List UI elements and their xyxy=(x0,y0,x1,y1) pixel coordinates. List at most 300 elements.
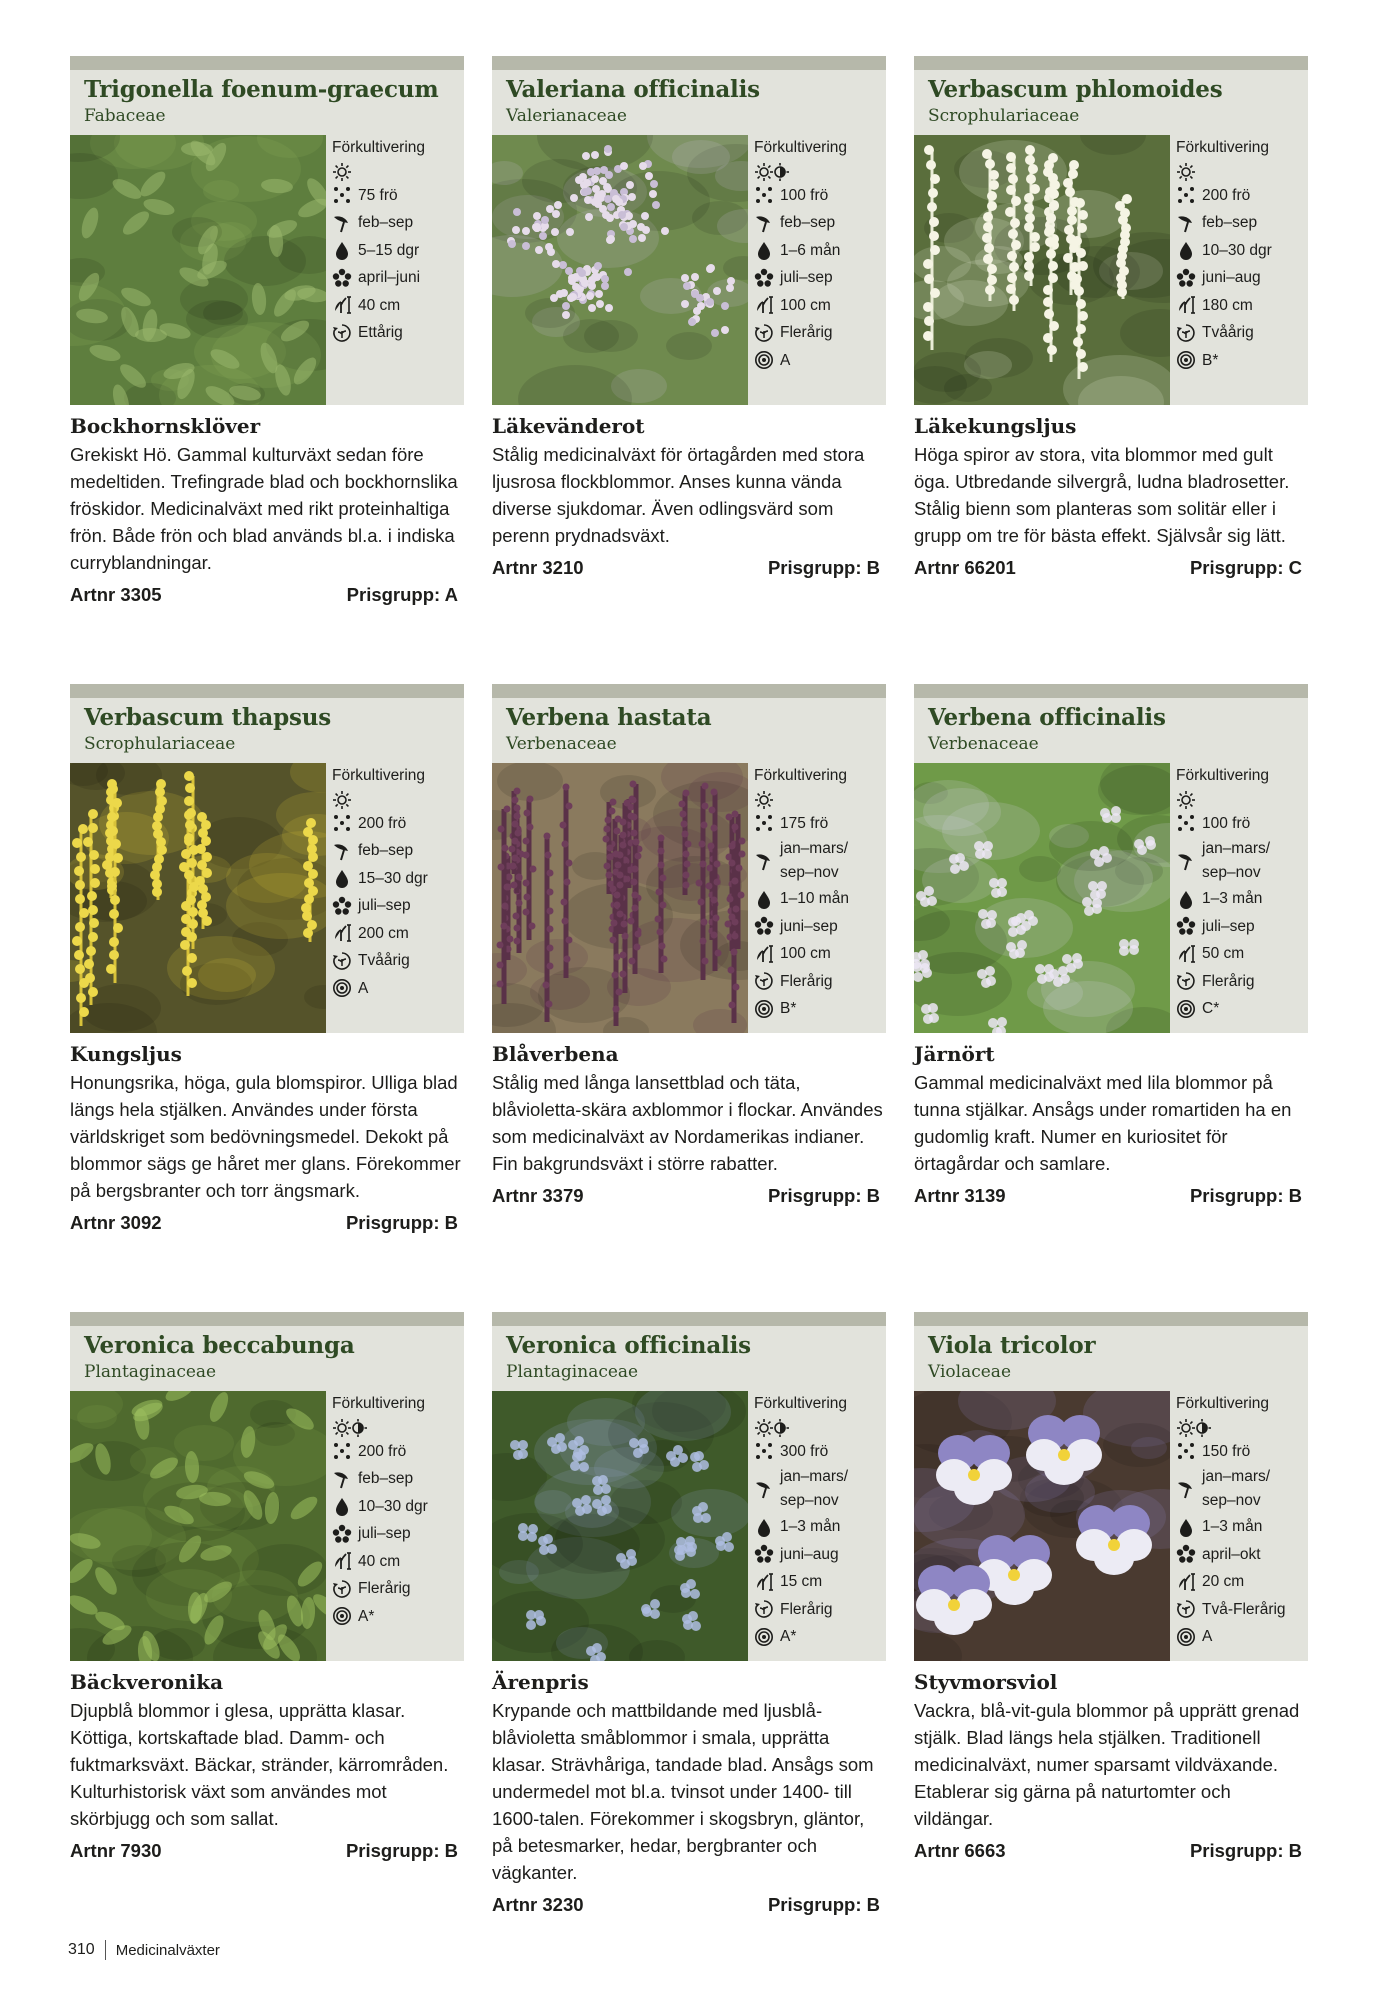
spec-row xyxy=(1176,319,1306,347)
sowing-icon xyxy=(754,213,774,233)
price-group: Prisgrupp: B xyxy=(1189,1185,1302,1206)
article-number: Artnr 3379 xyxy=(492,1185,584,1206)
spec-row xyxy=(1176,1465,1306,1513)
sun-halfshade-icon xyxy=(1176,1418,1218,1438)
height-icon xyxy=(1176,1572,1196,1592)
plant-photo xyxy=(70,763,326,1033)
zone-icon xyxy=(1176,1627,1196,1647)
family-name: Verbenaceae xyxy=(506,734,617,754)
spec-text: 5–15 dgr xyxy=(358,241,420,259)
spec-row xyxy=(332,1548,462,1576)
lifecycle-icon xyxy=(332,951,352,971)
germination-icon xyxy=(1176,889,1196,909)
spec-text: feb–sep xyxy=(1202,214,1258,231)
precultivation-label xyxy=(1176,762,1306,790)
spec-row xyxy=(754,1438,884,1466)
growing-specs xyxy=(332,134,462,347)
spec-text: 1–3 mån xyxy=(1202,890,1263,907)
spec-text: Flerårig xyxy=(780,972,833,990)
height-icon xyxy=(754,1572,774,1592)
precultivation-label xyxy=(754,134,884,162)
zone-icon xyxy=(754,999,774,1019)
family-name: Plantaginaceae xyxy=(84,1362,217,1382)
precultivation-label xyxy=(332,762,462,790)
spec-text: Förkultivering xyxy=(1176,767,1270,784)
spec-row xyxy=(332,1603,462,1631)
growing-specs xyxy=(1176,762,1306,1023)
spec-text: Förkultivering xyxy=(332,1395,426,1412)
plant-description: Honungsrika, höga, gula blomspiror. Ulliga blad längs hela stjälken. Användes under första världskriget som bedövningsmedel. Dekokt på blommor sägs ge håret mer glans. Förekommer på bergsbranter och torr ängsmark. xyxy=(70,1072,461,1201)
spec-text: 15–30 dgr xyxy=(358,869,428,887)
growing-specs xyxy=(1176,1390,1306,1651)
lifecycle-icon xyxy=(1176,323,1196,343)
spec-text: 1–3 mån xyxy=(780,1518,841,1535)
spec-row xyxy=(1176,1541,1306,1569)
spec-text: feb–sep xyxy=(358,1470,414,1487)
spec-row xyxy=(332,837,462,865)
spec-text: jan–mars/ sep–nov xyxy=(780,840,849,881)
article-number: Artnr 6663 xyxy=(914,1840,1006,1861)
spec-row xyxy=(332,209,462,237)
height-icon xyxy=(332,295,352,315)
spec-text: B* xyxy=(780,1000,797,1017)
plant-header-panel xyxy=(914,1312,1308,1661)
spec-row xyxy=(1176,968,1306,996)
spec-text: jan–mars/ sep–nov xyxy=(1202,840,1271,881)
spec-text: Förkultivering xyxy=(1176,139,1270,156)
plant-description: Höga spiror av stora, vita blommor med gult öga. Utbredande silvergrå, ludna bladrosetter. Stålig bienn som planteras som solitär eller i grupp om tre för bästa effekt. Självsår sig lätt. xyxy=(914,444,1290,546)
spec-text: 40 cm xyxy=(358,1552,401,1570)
growing-specs xyxy=(332,762,462,1002)
spec-row xyxy=(754,1541,884,1569)
common-name: Ärenpris xyxy=(492,1670,589,1694)
spec-row xyxy=(1176,837,1306,885)
spec-text: april–okt xyxy=(1202,1545,1261,1563)
spec-row xyxy=(1176,162,1306,182)
price-group: Prisgrupp: B xyxy=(767,557,880,578)
sun-halfshade-icon xyxy=(754,162,796,182)
spec-row xyxy=(332,264,462,292)
spec-text: 10–30 dgr xyxy=(1202,241,1272,259)
spec-row xyxy=(1176,1513,1306,1541)
plant-card xyxy=(492,684,886,1244)
spec-row xyxy=(754,968,884,996)
plant-card xyxy=(70,1312,464,1872)
family-name: Scrophulariaceae xyxy=(928,106,1080,126)
spec-text: Tvåårig xyxy=(358,952,410,969)
spec-row xyxy=(1176,995,1306,1023)
spec-row xyxy=(332,319,462,347)
plant-photo xyxy=(492,763,748,1033)
spec-text: 100 frö xyxy=(1202,814,1251,832)
light-requirement xyxy=(754,1418,884,1438)
spec-text: Förkultivering xyxy=(332,139,426,156)
price-group: Prisgrupp: B xyxy=(345,1840,458,1861)
spec-row xyxy=(332,810,462,838)
spec-row xyxy=(1176,810,1306,838)
latin-name: Veronica officinalis xyxy=(506,1332,751,1359)
article-number: Artnr 3139 xyxy=(914,1185,1006,1206)
germination-icon xyxy=(332,1496,352,1516)
spec-row xyxy=(754,1623,884,1651)
article-number: Artnr 3305 xyxy=(70,584,162,605)
common-name: Läkevänderot xyxy=(492,414,645,438)
spec-text: Flerårig xyxy=(1202,972,1255,990)
sowing-icon xyxy=(1176,213,1196,233)
sowing-icon xyxy=(1176,1479,1196,1499)
lifecycle-icon xyxy=(1176,1599,1196,1619)
spec-text: 100 cm xyxy=(780,296,831,314)
spec-row xyxy=(1176,790,1306,810)
spec-row xyxy=(1176,264,1306,292)
plant-photo xyxy=(492,1391,748,1661)
flower-icon xyxy=(1176,916,1196,936)
family-name: Plantaginaceae xyxy=(506,1362,639,1382)
growing-specs xyxy=(754,762,884,1023)
common-name: Styvmorsviol xyxy=(914,1670,1058,1694)
plant-photo xyxy=(914,135,1170,405)
flower-icon xyxy=(332,1524,352,1544)
spec-row xyxy=(332,1438,462,1466)
latin-name: Veronica beccabunga xyxy=(84,1332,355,1359)
seed-icon xyxy=(1176,813,1196,833)
spec-row xyxy=(754,347,884,375)
article-number: Artnr 3230 xyxy=(492,1894,584,1915)
spec-text: 10–30 dgr xyxy=(358,1497,428,1515)
sowing-icon xyxy=(1176,851,1196,871)
height-icon xyxy=(754,295,774,315)
plant-description: Vackra, blå-vit-gula blommor på upprätt grenad stjälk. Blad längs hela stjälken. Traditionell medicinalväxt, numer sparsamt vildväxande. Etablerar sig gärna på naturtomter och vildängar. xyxy=(914,1700,1300,1829)
seed-icon xyxy=(1176,185,1196,205)
germination-icon xyxy=(754,240,774,260)
sun-icon xyxy=(1176,790,1196,810)
plant-description: Djupblå blommor i glesa, upprätta klasar. Köttiga, kortskaftade blad. Damm- och fuktmarksväxt. Bäckar, stränder, kärrområden. Kulturhistorisk växt som användes mot skörbjugg och som sallat. xyxy=(70,1700,449,1829)
spec-text: 200 cm xyxy=(358,924,409,942)
spec-text: Flerårig xyxy=(780,324,833,341)
plant-card xyxy=(492,1312,886,1915)
order-info xyxy=(492,557,886,579)
spec-row xyxy=(1176,913,1306,941)
price-group: Prisgrupp: C xyxy=(1189,557,1302,578)
spec-text: juni–aug xyxy=(780,1545,839,1563)
flower-icon xyxy=(754,268,774,288)
lifecycle-icon xyxy=(754,323,774,343)
spec-text: april–juni xyxy=(358,269,421,286)
spec-row xyxy=(754,995,884,1023)
zone-icon xyxy=(754,350,774,370)
precultivation-label xyxy=(754,762,884,790)
section-title: Medicinalväxter xyxy=(115,1941,220,1959)
seed-icon xyxy=(754,813,774,833)
spec-row xyxy=(332,920,462,948)
spec-row xyxy=(754,182,884,210)
plant-description: Krypande och mattbildande med ljusblå-blåvioletta småblommor i smala, upprätta klasar. Strävhåriga, tandade blad. Ansågs som undermedel mot bl.a. tvinsot under 1400- till 1600-talen. Förekommer i skogsbryn, gläntor, på betesmarker, hedar, bergbranter och vägkanter. xyxy=(492,1700,874,1883)
spec-row xyxy=(1176,1568,1306,1596)
family-name: Violaceae xyxy=(928,1362,1011,1382)
growing-specs xyxy=(332,1390,462,1630)
spec-row xyxy=(754,292,884,320)
article-number: Artnr 7930 xyxy=(70,1840,162,1861)
zone-icon xyxy=(332,978,352,998)
spec-text: Förkultivering xyxy=(754,767,848,784)
article-number: Artnr 3092 xyxy=(70,1212,162,1233)
spec-row xyxy=(754,264,884,292)
spec-text: Flerårig xyxy=(358,1580,411,1597)
latin-name: Valeriana officinalis xyxy=(506,76,760,103)
plant-header-panel xyxy=(492,56,886,405)
plant-card xyxy=(70,56,464,616)
precultivation-label xyxy=(332,1390,462,1418)
order-info xyxy=(492,1894,886,1916)
sowing-icon xyxy=(332,1469,352,1489)
germination-icon xyxy=(332,868,352,888)
spec-text: feb–sep xyxy=(358,214,414,231)
zone-icon xyxy=(1176,350,1196,370)
spec-text: A* xyxy=(358,1607,375,1625)
plant-card xyxy=(914,56,1308,616)
sun-halfshade-icon xyxy=(332,1418,374,1438)
spec-text: 1–6 mån xyxy=(780,241,841,259)
common-name: Järnört xyxy=(914,1042,995,1066)
light-requirement xyxy=(754,162,884,182)
spec-row xyxy=(332,892,462,920)
plant-photo xyxy=(492,135,748,405)
flower-icon xyxy=(1176,1544,1196,1564)
spec-text: 1–3 mån xyxy=(1202,1518,1263,1535)
height-icon xyxy=(754,944,774,964)
flower-icon xyxy=(332,268,352,288)
spec-text: jan–mars/ sep–nov xyxy=(1202,1468,1271,1509)
spec-text: Flerårig xyxy=(780,1600,833,1618)
growing-specs xyxy=(754,1390,884,1651)
panel-top-band xyxy=(70,684,464,698)
spec-row xyxy=(754,837,884,885)
spec-text: 200 frö xyxy=(358,1442,407,1460)
height-icon xyxy=(1176,295,1196,315)
spec-text: C* xyxy=(1202,1000,1220,1017)
sowing-icon xyxy=(754,851,774,871)
spec-row xyxy=(332,292,462,320)
plant-photo xyxy=(70,135,326,405)
panel-top-band xyxy=(492,1312,886,1326)
spec-row xyxy=(332,975,462,1003)
spec-row xyxy=(1176,1596,1306,1624)
seed-icon xyxy=(332,1441,352,1461)
spec-row xyxy=(332,162,462,182)
spec-row xyxy=(1176,347,1306,375)
spec-text: juni–sep xyxy=(780,917,838,935)
plant-header-panel xyxy=(70,56,464,405)
germination-icon xyxy=(332,240,352,260)
common-name: Bockhornsklöver xyxy=(70,414,261,438)
spec-row xyxy=(754,1465,884,1513)
spec-row xyxy=(754,940,884,968)
panel-top-band xyxy=(914,1312,1308,1326)
precultivation-label xyxy=(1176,134,1306,162)
spec-row xyxy=(1176,237,1306,265)
light-requirement xyxy=(1176,1418,1306,1438)
spec-row xyxy=(332,1465,462,1493)
common-name: Bäckveronika xyxy=(70,1670,224,1694)
plant-card xyxy=(492,56,886,616)
price-group: Prisgrupp: B xyxy=(345,1212,458,1233)
order-info xyxy=(70,1840,464,1862)
spec-row xyxy=(332,182,462,210)
spec-text: juli–sep xyxy=(780,269,833,286)
spec-row xyxy=(754,913,884,941)
order-info xyxy=(492,1185,886,1207)
spec-row xyxy=(754,810,884,838)
spec-text: A xyxy=(780,351,791,369)
germination-icon xyxy=(1176,1517,1196,1537)
common-name: Kungsljus xyxy=(70,1042,182,1066)
spec-text: juni–aug xyxy=(1202,269,1261,286)
article-number: Artnr 3210 xyxy=(492,557,584,578)
seed-icon xyxy=(332,813,352,833)
precultivation-label xyxy=(332,134,462,162)
seed-icon xyxy=(754,185,774,205)
seed-icon xyxy=(754,1441,774,1461)
sun-halfshade-icon xyxy=(754,1418,796,1438)
plant-header-panel xyxy=(70,684,464,1033)
spec-text: 100 cm xyxy=(780,945,831,962)
plant-header-panel xyxy=(492,684,886,1033)
order-info xyxy=(914,557,1308,579)
plant-card xyxy=(914,1312,1308,1872)
flower-icon xyxy=(754,916,774,936)
spec-row xyxy=(332,790,462,810)
latin-name: Verbascum phlomoides xyxy=(928,76,1223,103)
spec-row xyxy=(332,237,462,265)
plant-header-panel xyxy=(914,684,1308,1033)
spec-text: juli–sep xyxy=(358,1525,411,1542)
price-group: Prisgrupp: B xyxy=(767,1185,880,1206)
spec-text: A xyxy=(358,979,369,997)
spec-text: 20 cm xyxy=(1202,1573,1245,1590)
spec-row xyxy=(1176,182,1306,210)
spec-row xyxy=(332,1493,462,1521)
lifecycle-icon xyxy=(332,1579,352,1599)
order-info xyxy=(70,1212,464,1234)
spec-row xyxy=(754,209,884,237)
spec-text: juli–sep xyxy=(1202,917,1255,935)
latin-name: Verbena hastata xyxy=(506,704,712,731)
plant-description: Stålig med långa lansettblad och täta, blåvioletta-skära axblommor i flockar. Användes som medicinalväxt av Nordamerikas indianer. Fin bakgrundsväxt i större rabatter. xyxy=(492,1072,883,1174)
spec-text: feb–sep xyxy=(780,214,836,231)
plant-description: Stålig medicinalväxt för örtagården med stora ljusrosa flockblommor. Anses kunna vända diverse sjukdomar. Även odlingsvärd som perenn prydnadsväxt. xyxy=(492,444,865,546)
spec-text: Förkultivering xyxy=(332,767,426,784)
spec-text: 300 frö xyxy=(780,1442,829,1460)
spec-text: 200 frö xyxy=(1202,186,1251,204)
sun-icon xyxy=(332,790,352,810)
panel-top-band xyxy=(70,1312,464,1326)
common-name: Läkekungsljus xyxy=(914,414,1077,438)
spec-row xyxy=(754,1568,884,1596)
page-number: 310 xyxy=(68,1941,95,1958)
spec-row xyxy=(754,885,884,913)
height-icon xyxy=(332,1551,352,1571)
seed-icon xyxy=(332,185,352,205)
spec-row xyxy=(754,1596,884,1624)
footer-divider xyxy=(105,1940,106,1960)
order-info xyxy=(914,1185,1308,1207)
spec-text: 200 frö xyxy=(358,814,407,832)
plant-grid xyxy=(70,56,1308,1915)
germination-icon xyxy=(1176,240,1196,260)
family-name: Fabaceae xyxy=(84,106,166,126)
spec-row xyxy=(754,319,884,347)
panel-top-band xyxy=(914,684,1308,698)
light-requirement xyxy=(332,1418,462,1438)
spec-text: Två-Flerårig xyxy=(1202,1600,1286,1618)
spec-row xyxy=(754,237,884,265)
spec-text: 40 cm xyxy=(358,296,401,314)
spec-row xyxy=(332,1520,462,1548)
growing-specs xyxy=(1176,134,1306,374)
growing-specs xyxy=(754,134,884,374)
price-group: Prisgrupp: B xyxy=(767,1894,880,1915)
spec-row xyxy=(1176,1623,1306,1651)
plant-photo xyxy=(70,1391,326,1661)
page-footer xyxy=(68,1940,220,1960)
seed-icon xyxy=(1176,1441,1196,1461)
spec-text: 75 frö xyxy=(358,186,398,204)
height-icon xyxy=(332,923,352,943)
germination-icon xyxy=(754,889,774,909)
latin-name: Viola tricolor xyxy=(928,1332,1096,1359)
price-group: Prisgrupp: B xyxy=(1189,1840,1302,1861)
common-name: Blåverbena xyxy=(492,1042,619,1066)
spec-text: feb–sep xyxy=(358,842,414,859)
lifecycle-icon xyxy=(332,323,352,343)
sowing-icon xyxy=(754,1479,774,1499)
order-info xyxy=(914,1840,1308,1862)
height-icon xyxy=(1176,944,1196,964)
sun-icon xyxy=(1176,162,1196,182)
latin-name: Verbascum thapsus xyxy=(84,704,332,731)
spec-text: jan–mars/ sep–nov xyxy=(780,1468,849,1509)
spec-text: 180 cm xyxy=(1202,296,1253,314)
spec-text: A xyxy=(1202,1628,1213,1645)
spec-text: A* xyxy=(780,1628,797,1645)
spec-text: juli–sep xyxy=(358,897,411,914)
spec-row xyxy=(1176,209,1306,237)
latin-name: Trigonella foenum-graecum xyxy=(84,76,439,103)
article-number: Artnr 66201 xyxy=(914,557,1016,578)
panel-top-band xyxy=(914,56,1308,70)
panel-top-band xyxy=(70,56,464,70)
spec-text: Förkultivering xyxy=(754,139,848,156)
precultivation-label xyxy=(1176,1390,1306,1418)
spec-text: Ettårig xyxy=(358,324,403,341)
spec-row xyxy=(1176,885,1306,913)
spec-text: 175 frö xyxy=(780,814,829,832)
spec-text: Förkultivering xyxy=(1176,1395,1270,1412)
plant-description: Gammal medicinalväxt med lila blommor på tunna stjälkar. Ansågs under romartiden ha en gudomlig kraft. Numer en kuriositet för örtagårdar och samlare. xyxy=(914,1072,1292,1174)
sun-icon xyxy=(332,162,352,182)
sowing-icon xyxy=(332,213,352,233)
plant-header-panel xyxy=(914,56,1308,405)
spec-row xyxy=(1176,940,1306,968)
spec-text: 100 frö xyxy=(780,186,829,204)
flower-icon xyxy=(332,896,352,916)
plant-header-panel xyxy=(70,1312,464,1661)
spec-text: 1–10 mån xyxy=(780,890,849,907)
germination-icon xyxy=(754,1517,774,1537)
spec-row xyxy=(754,790,884,810)
price-group: Prisgrupp: A xyxy=(346,584,458,605)
family-name: Verbenaceae xyxy=(928,734,1039,754)
